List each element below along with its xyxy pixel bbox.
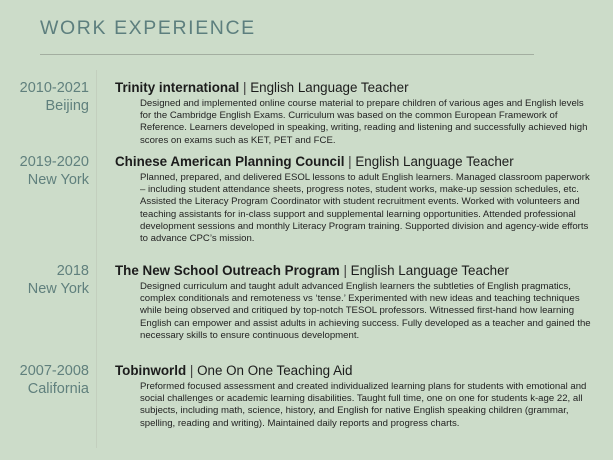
section-title: WORK EXPERIENCE xyxy=(40,17,256,39)
entry-details xyxy=(115,79,590,147)
entry-details xyxy=(115,262,590,342)
entry-organization: Chinese American Planning Council xyxy=(115,154,345,169)
entry-dates xyxy=(0,153,89,189)
entry-separator: | xyxy=(189,363,194,378)
entry-dates xyxy=(0,362,89,398)
entry-heading xyxy=(115,79,590,97)
entry-location: Beijing xyxy=(45,98,89,114)
entry-heading xyxy=(115,362,590,380)
entry-description: Preformed focused assessment and created individualized learning plans for students with emotional and social challenges or academic learning disabilities. Taught full time, one on one for students k-age 22, all subjects, including math, science, history, and English for native English speaking children (grammar, spelling, reading and writing). Maintained daily reports and progress charts. xyxy=(140,381,587,429)
entry-years: 2018 xyxy=(56,263,89,279)
entry-dates xyxy=(0,79,89,115)
entry-description: Designed curriculum and taught adult advanced English learners the subtleties of English pragmatics, complex conditionals and remoteness vs ‘tense.’ Experimented with new ideas and teaching techniques while being observed and critiqued by top-notch TESOL professors. Witnessed first-hand how learning English can empower and assist adults in achieving success. Fully developed as a teacher and gained the necessary skills to ensure continuous development. xyxy=(140,281,591,341)
entry-years: 2010-2021 xyxy=(19,80,89,96)
entry-description: Planned, prepared, and delivered ESOL lessons to adult English learners. Managed classroom paperwork – including student attendance sheets, progress notes, student works, make-up session schedules, etc. Assisted the Literacy Program Coordinator with student recruitment events. Worked with volunteers and teaching assistants for in-class support and supplemental learning opportunities. Attended professional development sessions and monthly Literacy Program training. Supported division and agency-wide efforts to advance CPC’s mission. xyxy=(140,172,590,245)
entry-years: 2007-2008 xyxy=(19,363,89,379)
entry-role: English Language Teacher xyxy=(350,263,510,278)
entry-organization: Trinity international xyxy=(115,80,240,95)
entry-location: New York xyxy=(27,172,89,188)
entry-organization: Tobinworld xyxy=(115,363,187,378)
entry-separator: | xyxy=(348,154,352,169)
entry-separator: | xyxy=(242,80,247,95)
entry-location: New York xyxy=(27,281,89,297)
timeline-divider xyxy=(96,70,97,448)
entry-separator: | xyxy=(343,263,347,278)
entry-role: English Language Teacher xyxy=(355,154,514,169)
entry-details xyxy=(115,153,590,245)
entry-heading xyxy=(115,153,590,171)
entry-description: Designed and implemented online course material to prepare children of various ages and English levels for the Cambridge English Exams. Curriculum was based on the common European Framework of Reference. Learners developed in speaking, writing, reading and listening and successfully achieved high scores on exams such as KET, PET and FCE. xyxy=(140,98,588,146)
entry-heading xyxy=(115,262,590,280)
entry-organization: The New School Outreach Program xyxy=(115,263,340,278)
entry-details xyxy=(115,362,590,430)
entry-location: California xyxy=(27,381,89,397)
entry-role: One On One Teaching Aid xyxy=(197,363,353,378)
entry-dates xyxy=(0,262,89,298)
entry-role: English Language Teacher xyxy=(250,80,409,95)
title-divider xyxy=(40,54,534,55)
entry-years: 2019-2020 xyxy=(19,154,89,170)
